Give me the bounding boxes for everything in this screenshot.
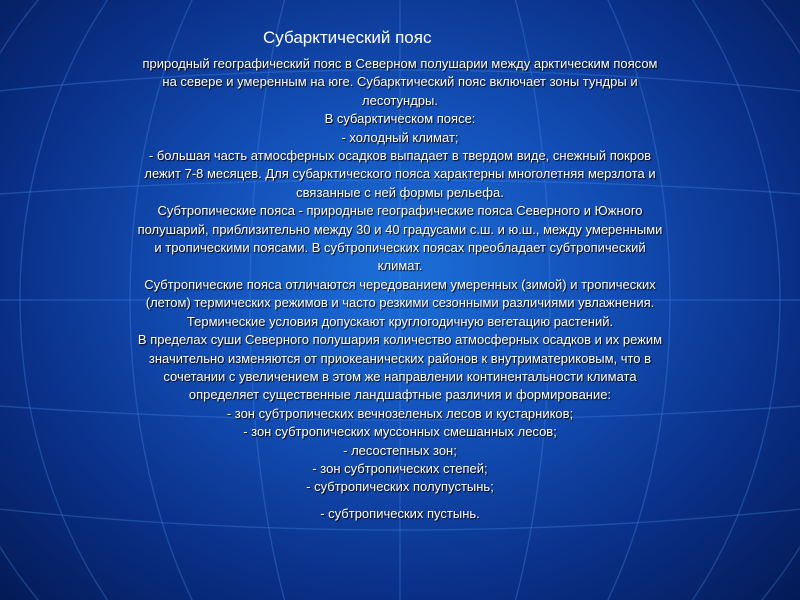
body-line: Термические условия допускают круглогодичную вегетацию растений. bbox=[186, 313, 614, 329]
body-line: - лесостепных зон; bbox=[343, 442, 457, 458]
body-line: лежит 7-8 месяцев. Для субарктического пояса характерны многолетняя мерзлота и bbox=[144, 166, 656, 182]
body-line: и тропическими поясами. В субтропических поясах преобладает субтропический bbox=[154, 240, 646, 256]
body-line: В пределах суши Северного полушария количество атмосферных осадков и их режим bbox=[137, 332, 663, 348]
body-line: - зон субтропических степей; bbox=[312, 460, 488, 476]
slide-title: Субарктический пояс bbox=[263, 28, 432, 47]
body-line: - большая часть атмосферных осадков выпадает в твердом виде, снежный покров bbox=[148, 148, 652, 164]
body-line: В субарктическом поясе: bbox=[324, 111, 476, 127]
slide-body-text bbox=[60, 55, 740, 523]
body-line: - субтропических полупустынь; bbox=[306, 479, 494, 495]
body-line: сочетании с увеличением в этом же направлении континентальности климата bbox=[163, 368, 637, 384]
body-line: (летом) термических режимов и часто резкими сезонными различиями увлажнения. bbox=[145, 295, 655, 311]
body-line: Субтропические пояса отличаются чередованием умеренных (зимой) и тропических bbox=[144, 276, 656, 292]
body-line: значительно изменяются от приокеанических районов к внутриматериковым, что в bbox=[148, 350, 652, 366]
body-line: - субтропических пустынь. bbox=[320, 505, 480, 521]
body-line: полушарий, приблизительно между 30 и 40 градусами с.ш. и ю.ш., между умеренными bbox=[137, 221, 663, 237]
body-line: - зон субтропических муссонных смешанных лесов; bbox=[243, 424, 557, 440]
body-line: - зон субтропических вечнозеленых лесов и кустарников; bbox=[226, 405, 574, 421]
body-line: на севере и умеренным на юге. Субарктический пояс включает зоны тундры и bbox=[162, 74, 638, 90]
body-line: климат. bbox=[377, 258, 423, 274]
body-line: Субтропические пояса - природные географические пояса Северного и Южного bbox=[157, 203, 643, 219]
body-line: определяет существенные ландшафтные различия и формирование: bbox=[188, 387, 612, 403]
body-line: связанные с ней формы рельефа. bbox=[296, 184, 504, 200]
body-line: лесотундры. bbox=[362, 92, 438, 108]
body-line: - холодный климат; bbox=[341, 129, 459, 145]
body-line: природный географический пояс в Северном полушарии между арктическим поясом bbox=[142, 56, 658, 71]
